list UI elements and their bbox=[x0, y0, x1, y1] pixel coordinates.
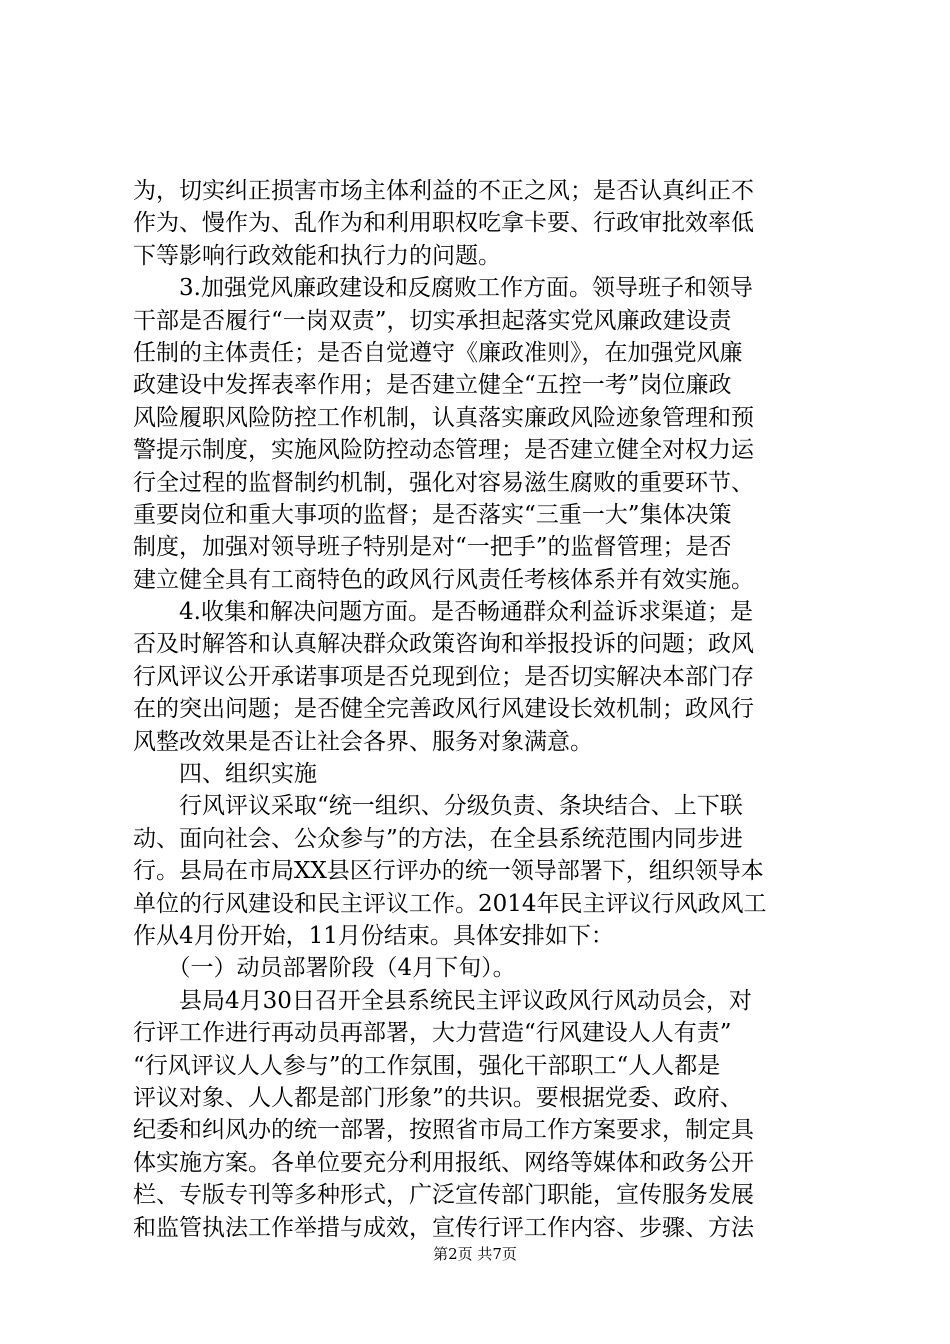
text-line: 评议对象、人人都是部门形象”的共识。要根据党委、政府、 bbox=[133, 1084, 743, 1111]
text-line: 干部是否履行“一岗双责”，切实承担起落实党风廉政建设责 bbox=[133, 307, 732, 334]
text-line: 行。县局在市局XX县区行评办的统一领导部署下，组织领导本 bbox=[133, 858, 764, 885]
text-line: 作为、慢作为、乱作为和利用职权吃拿卡要、行政审批效率低 bbox=[133, 210, 754, 237]
text-line: 作从4月份开始，11月份结束。具体安排如下： bbox=[133, 922, 614, 949]
text-line: 行全过程的监督制约机制，强化对容易滋生腐败的重要环节、 bbox=[133, 469, 754, 496]
text-line: 风险履职风险防控工作机制，认真落实廉政风险迹象管理和预 bbox=[133, 404, 754, 431]
text-line: 在的突出问题；是否健全完善政风行风建设长效机制；政风行 bbox=[133, 696, 754, 723]
text-line: 动、面向社会、公众参与”的方法，在全县系统范围内同步进 bbox=[133, 825, 743, 852]
text-line: 栏、专版专刊等多种形式，广泛宣传部门职能，宣传服务发展 bbox=[133, 1182, 754, 1209]
text-line: 县局4月30日召开全县系统民主评议政风行风动员会，对 bbox=[133, 987, 752, 1014]
text-line: 制度，加强对领导班子特别是对“一把手”的监督管理；是否 bbox=[133, 534, 732, 561]
text-line: “行风评议人人参与”的工作氛围，强化干部职工“人人都是 bbox=[133, 1052, 721, 1079]
text-line: 为，切实纠正损害市场主体利益的不正之风；是否认真纠正不 bbox=[133, 178, 754, 204]
text-line: 行风评议采取“统一组织、分级负责、条块结合、上下联 bbox=[133, 793, 743, 820]
text-line: 和监管执法工作举措与成效，宣传行评工作内容、步骤、方法 bbox=[133, 1214, 754, 1241]
text-line: 下等影响行政效能和执行力的问题。 bbox=[133, 242, 501, 269]
section-heading: 四、组织实施 bbox=[133, 761, 317, 788]
text-line: 单位的行风建设和民主评议工作。2014年民主评议行风政风工 bbox=[133, 890, 767, 917]
text-line: 否及时解答和认真解决群众政策咨询和举报投诉的问题；政风 bbox=[133, 631, 754, 658]
body-text bbox=[133, 175, 823, 1244]
page-number-footer: 第2页 共7页 bbox=[433, 1245, 517, 1263]
text-line: 建立健全具有工商特色的政风行风责任考核体系并有效实施。 bbox=[133, 566, 754, 593]
text-line: 风整改效果是否让社会各界、服务对象满意。 bbox=[133, 728, 593, 755]
text-line: 政建设中发挥表率作用；是否建立健全“五控一考”岗位廉政 bbox=[133, 372, 732, 399]
text-line: 纪委和纠风办的统一部署，按照省市局工作方案要求，制定具 bbox=[133, 1117, 754, 1144]
text-line: 4.收集和解决问题方面。是否畅通群众利益诉求渠道；是 bbox=[133, 599, 753, 626]
text-line: 任制的主体责任；是否自觉遵守《廉政准则》，在加强党风廉 bbox=[133, 339, 743, 366]
text-line: 警提示制度，实施风险防控动态管理；是否建立健全对权力运 bbox=[133, 437, 754, 464]
text-line: 行评工作进行再动员再部署，大力营造“行风建设人人有责” bbox=[133, 1020, 732, 1047]
subsection-heading: （一）动员部署阶段（4月下旬）。 bbox=[133, 955, 516, 982]
text-line: 重要岗位和重大事项的监督；是否落实“三重一大”集体决策 bbox=[133, 501, 732, 528]
text-line: 体实施方案。各单位要充分利用报纸、网络等媒体和政务公开 bbox=[133, 1149, 754, 1176]
text-line: 行风评议公开承诺事项是否兑现到位；是否切实解决本部门存 bbox=[133, 663, 754, 690]
text-line: 3.加强党风廉政建设和反腐败工作方面。领导班子和领导 bbox=[133, 275, 753, 302]
